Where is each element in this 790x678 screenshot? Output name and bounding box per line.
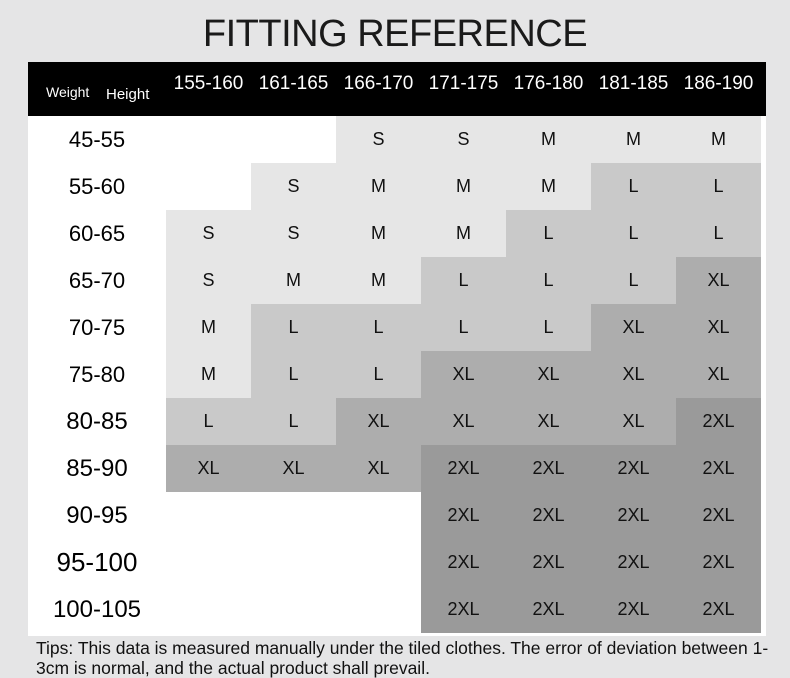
size-cell: XL bbox=[676, 304, 761, 351]
size-cell: S bbox=[336, 116, 421, 163]
size-cell: L bbox=[251, 398, 336, 445]
weight-row-label: 70-75 bbox=[68, 315, 126, 340]
size-cell: S bbox=[166, 210, 251, 257]
size-cell: 2XL bbox=[676, 398, 761, 445]
size-cell: M bbox=[421, 210, 506, 257]
weight-row-label: 65-70 bbox=[68, 268, 126, 293]
size-cell: L bbox=[251, 351, 336, 398]
size-cell: L bbox=[506, 210, 591, 257]
size-cell: 2XL bbox=[591, 445, 676, 492]
size-cell: L bbox=[591, 210, 676, 257]
weight-row-label: 75-80 bbox=[68, 362, 126, 387]
size-cell: XL bbox=[591, 351, 676, 398]
page-title: FITTING REFERENCE bbox=[202, 13, 588, 55]
size-cell: L bbox=[506, 304, 591, 351]
size-cell: 2XL bbox=[421, 445, 506, 492]
size-cell: 2XL bbox=[676, 445, 761, 492]
size-cell: 2XL bbox=[591, 492, 676, 539]
column-header: 171-175 bbox=[428, 73, 499, 94]
size-cell: XL bbox=[421, 398, 506, 445]
size-cell: L bbox=[421, 304, 506, 351]
size-cell: M bbox=[336, 210, 421, 257]
size-cell: XL bbox=[251, 445, 336, 492]
empty-cell bbox=[166, 586, 251, 633]
size-cell: M bbox=[591, 116, 676, 163]
size-cell: 2XL bbox=[506, 586, 591, 633]
size-cell: XL bbox=[676, 257, 761, 304]
size-cell: 2XL bbox=[421, 586, 506, 633]
column-header: 155-160 bbox=[173, 73, 244, 94]
size-cell: S bbox=[166, 257, 251, 304]
weight-header-label: Weight bbox=[46, 84, 90, 100]
column-header: 176-180 bbox=[513, 73, 584, 94]
size-cell: L bbox=[591, 163, 676, 210]
empty-cell bbox=[336, 492, 421, 539]
size-cell: L bbox=[591, 257, 676, 304]
height-header-label: Height bbox=[106, 86, 150, 103]
size-cell: XL bbox=[166, 445, 251, 492]
size-cell: S bbox=[421, 116, 506, 163]
size-cell: S bbox=[251, 210, 336, 257]
size-cell: XL bbox=[506, 398, 591, 445]
empty-cell bbox=[166, 492, 251, 539]
size-cell: L bbox=[421, 257, 506, 304]
size-cell: 2XL bbox=[676, 492, 761, 539]
size-cell: XL bbox=[336, 445, 421, 492]
size-cell: XL bbox=[591, 304, 676, 351]
size-cell: M bbox=[336, 257, 421, 304]
empty-cell bbox=[166, 163, 251, 210]
size-cell: 2XL bbox=[591, 539, 676, 586]
size-cell: L bbox=[166, 398, 251, 445]
size-cell: L bbox=[676, 210, 761, 257]
weight-row-label: 80-85 bbox=[66, 408, 128, 435]
size-cell: 2XL bbox=[421, 492, 506, 539]
size-cell: S bbox=[251, 163, 336, 210]
size-cell: 2XL bbox=[506, 539, 591, 586]
size-cell: L bbox=[251, 304, 336, 351]
size-table bbox=[28, 62, 766, 636]
empty-cell bbox=[166, 116, 251, 163]
size-cell: XL bbox=[676, 351, 761, 398]
column-header: 161-165 bbox=[258, 73, 329, 94]
size-cell: M bbox=[166, 351, 251, 398]
empty-cell bbox=[251, 539, 336, 586]
column-header: 186-190 bbox=[683, 73, 754, 94]
empty-cell bbox=[336, 586, 421, 633]
size-cell: 2XL bbox=[506, 445, 591, 492]
weight-row-label: 85-90 bbox=[66, 455, 128, 482]
size-cell: XL bbox=[421, 351, 506, 398]
size-cell: L bbox=[506, 257, 591, 304]
size-cell: 2XL bbox=[676, 539, 761, 586]
size-cell: M bbox=[421, 163, 506, 210]
empty-cell bbox=[166, 539, 251, 586]
size-cell: L bbox=[676, 163, 761, 210]
size-cell: 2XL bbox=[676, 586, 761, 633]
size-cell: M bbox=[676, 116, 761, 163]
size-cell: XL bbox=[591, 398, 676, 445]
empty-cell bbox=[251, 586, 336, 633]
tips-note: Tips: This data is measured manually under the tiled clothes. The error of deviation between 1-3cm is normal, and the actual product shall prevail. bbox=[36, 638, 769, 678]
size-cell: L bbox=[336, 304, 421, 351]
size-cell: M bbox=[506, 163, 591, 210]
weight-row-label: 95-100 bbox=[56, 547, 138, 577]
size-cell: M bbox=[336, 163, 421, 210]
size-cell: 2XL bbox=[421, 539, 506, 586]
column-header: 181-185 bbox=[598, 73, 669, 94]
size-cell: M bbox=[166, 304, 251, 351]
column-header: 166-170 bbox=[343, 73, 414, 94]
weight-row-label: 60-65 bbox=[68, 221, 126, 246]
empty-cell bbox=[336, 539, 421, 586]
size-cell: L bbox=[336, 351, 421, 398]
weight-row-label: 100-105 bbox=[52, 596, 142, 623]
size-cell: 2XL bbox=[591, 586, 676, 633]
weight-row-label: 55-60 bbox=[68, 174, 126, 199]
empty-cell bbox=[251, 492, 336, 539]
size-cell: 2XL bbox=[506, 492, 591, 539]
table-header bbox=[28, 62, 766, 116]
size-cell: M bbox=[506, 116, 591, 163]
empty-cell bbox=[251, 116, 336, 163]
size-cell: XL bbox=[506, 351, 591, 398]
size-cell: M bbox=[251, 257, 336, 304]
size-cell: XL bbox=[336, 398, 421, 445]
weight-row-label: 90-95 bbox=[66, 502, 128, 529]
weight-row-label: 45-55 bbox=[68, 127, 126, 152]
